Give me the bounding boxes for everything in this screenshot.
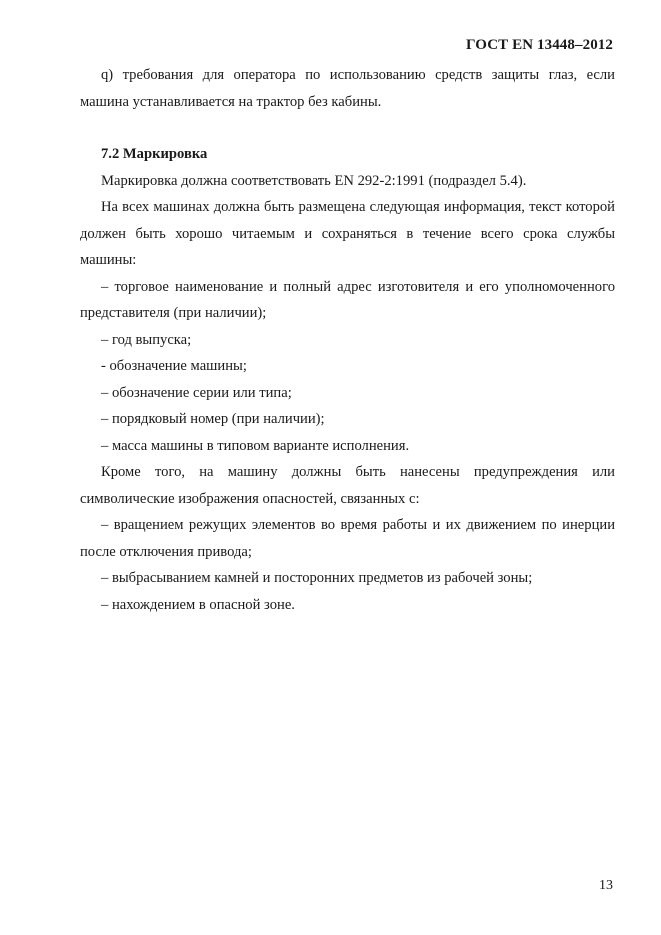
list-item: – масса машины в типовом варианте исполнения. xyxy=(101,437,410,454)
list-item: – вращением режущих элементов во время работы и их движением по инерции после отключения привода; xyxy=(80,517,615,560)
list-item: – выбрасыванием камней и посторонних предметов из рабочей зоны; xyxy=(101,570,533,586)
list-item: – порядковый номер (при наличии); xyxy=(101,411,325,427)
document-body xyxy=(80,62,615,618)
list-item: – год выпуска; xyxy=(101,331,192,348)
paragraph-marking-standard: Маркировка должна соответствовать EN 292-2:1991 (подраздел 5.4). xyxy=(101,172,527,189)
section-heading: 7.2 Маркировка xyxy=(101,146,208,162)
list-item: – обозначение серии или типа; xyxy=(101,384,292,401)
list-item: - обозначение машины; xyxy=(101,358,247,374)
page-number: 13 xyxy=(599,878,613,893)
document-code-header: ГОСТ EN 13448–2012 xyxy=(466,37,613,53)
paragraph-warnings: Кроме того, на машину должны быть нанесены предупреждения или символические изображения опасностей, связанных с: xyxy=(80,464,615,507)
intro-paragraph: q) требования для оператора по использованию средств защиты глаз, если машина устанавливается на трактор без кабины. xyxy=(80,67,615,110)
list-item: – торговое наименование и полный адрес изготовителя и его уполномоченного представителя (при наличии); xyxy=(80,278,615,321)
list-item: – нахождением в опасной зоне. xyxy=(101,596,295,613)
paragraph-required-info: На всех машинах должна быть размещена следующая информация, текст которой должен быть хорошо читаемым и сохраняться в течение всего срока службы машины: xyxy=(80,199,615,268)
